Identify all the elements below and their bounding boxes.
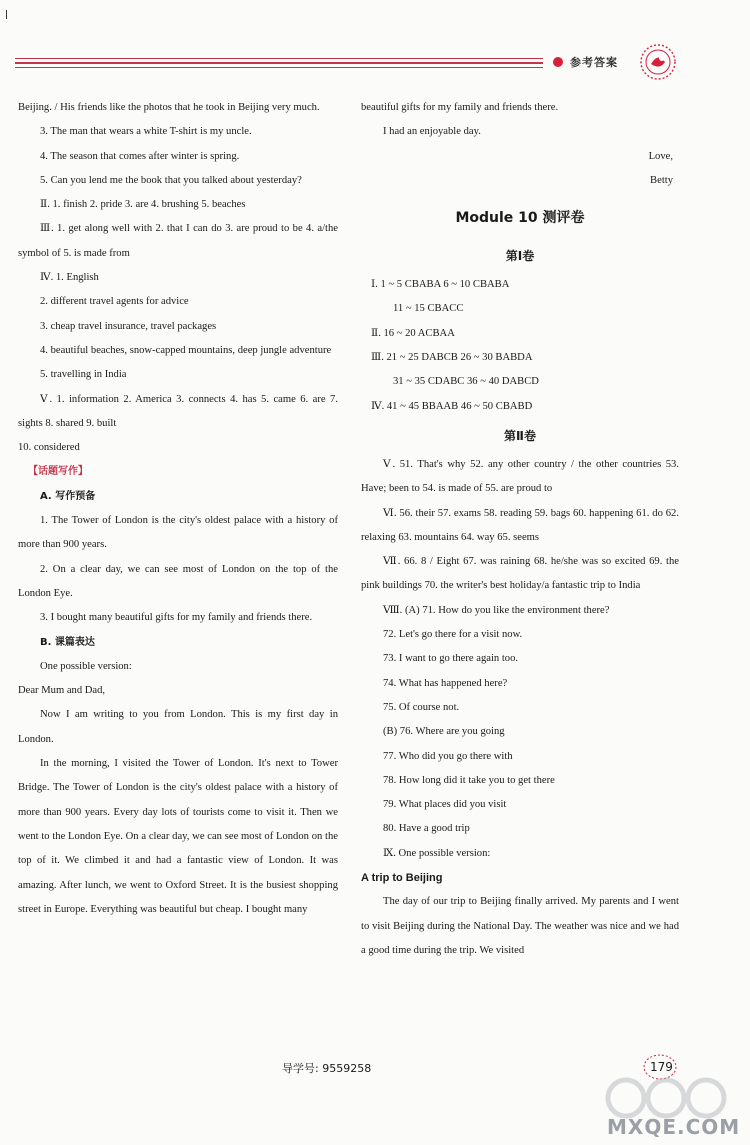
volume-title: 第Ⅰ卷	[505, 249, 535, 264]
answer-line: 3. The man that wears a white T-shirt is my uncle.	[40, 126, 252, 138]
answer-line: 2. different travel agents for advice	[40, 296, 189, 308]
letter-paragraph: In the morning, I visited the Tower of London. It's next to Tower Bridge. The Tower of London is the city's oldest palace with a history of more than 900 years. Every day lots of tourists come to visit it. Then we went to the London Eye. On a clear day, we can see most of London on the top of it. We climbed it and had a fantastic view of London. It was amazing. After lunch, we went to Oxford Street. It is the busiest shopping street in Europe. Everything was beautiful but cheap. I bought many	[18, 758, 338, 915]
header-dot-icon	[553, 57, 563, 67]
answer-line: Ⅴ. 51. That's why 52. any other country / the other countries 53. Have; been to 54. is made of 55. are proud to	[361, 458, 679, 495]
answer-line: 5. travelling in India	[40, 369, 127, 381]
left-column	[18, 96, 338, 922]
answer-line: 74. What has happened here?	[383, 677, 508, 689]
answer-line: 3. I bought many beautiful gifts for my family and friends there.	[40, 612, 313, 624]
right-column	[361, 96, 679, 963]
letter-paragraph: Now I am writing to you from London. This is my first day in London.	[18, 709, 338, 745]
answer-line: Ⅸ. One possible version:	[383, 847, 491, 859]
answer-line: 75. Of course not.	[383, 701, 460, 713]
margin-mark	[6, 10, 7, 19]
answer-line: 10. considered	[18, 442, 80, 454]
subsection-title: A. 写作预备	[40, 490, 96, 502]
page-number: 179	[650, 1060, 673, 1074]
header-rule-bottom	[15, 67, 543, 68]
letter-paragraph: beautiful gifts for my family and friends there.	[361, 102, 559, 113]
answer-line: Ⅲ. 21 ~ 25 DABCB 26 ~ 30 BABDA	[371, 352, 533, 364]
answer-line: Ⅱ. 1. finish 2. pride 3. are 4. brushing 5. beaches	[40, 199, 246, 211]
answer-line: 78. How long did it take you to get there	[383, 774, 555, 786]
circular-flower-logo-icon	[638, 42, 678, 82]
watermark-text: MXQE.COM	[607, 1115, 741, 1139]
answer-line: Ⅷ. (A) 71. How do you like the environment there?	[383, 604, 610, 616]
answer-line: 73. I want to go there again too.	[383, 653, 519, 665]
answer-line: 72. Let's go there for a visit now.	[383, 629, 523, 641]
letter-signature: Betty	[650, 174, 673, 186]
essay-title: A trip to Beijing	[361, 872, 443, 885]
answer-line: Ⅲ. 1. get along well with 2. that I can do 3. are proud to be 4. a/the symbol of 5. is made from	[18, 223, 338, 259]
letter-closing: Love,	[648, 150, 673, 162]
answer-line: 3. cheap travel insurance, travel packages	[40, 320, 217, 332]
answer-line: 4. beautiful beaches, snow-capped mountains, deep jungle adventure	[40, 344, 332, 356]
answer-line: Ⅴ. 1. information 2. America 3. connects 4. has 5. came 6. are 7. sights 8. shared 9. built	[18, 393, 338, 429]
letter-paragraph: I had an enjoyable day.	[383, 126, 481, 138]
answer-line: 4. The season that comes after winter is spring.	[40, 150, 240, 162]
header-rule-thick	[15, 62, 543, 64]
answer-line: 11 ~ 15 CBACC	[393, 303, 464, 315]
answer-line: Ⅱ. 16 ~ 20 ACBAA	[371, 327, 455, 339]
subsection-title: B. 课篇表达	[40, 636, 95, 648]
answer-line: 80. Have a good trip	[383, 823, 470, 835]
header-title: 参考答案	[570, 56, 618, 69]
answer-line: Ⅳ. 1. English	[40, 272, 99, 284]
answer-line: 2. On a clear day, we can see most of London on the top of the London Eye.	[18, 563, 338, 599]
answer-line: Ⅰ. 1 ~ 5 CBABA 6 ~ 10 CBABA	[371, 279, 510, 291]
letter-salutation: Dear Mum and Dad,	[18, 685, 106, 697]
module-title: Module 10 测评卷	[455, 210, 585, 227]
footer-code: 导学号: 9559258	[282, 1062, 372, 1075]
section-title: 【话题写作】	[28, 466, 88, 478]
answer-line: Beijing. / His friends like the photos that he took in Beijing very much.	[18, 102, 320, 113]
answer-line: (B) 76. Where are you going	[383, 726, 505, 738]
answer-line: Ⅶ. 66. 8 / Eight 67. was raining 68. he/she was so excited 69. the pink buildings 70. the writer's best holiday/a fantastic trip to India	[361, 556, 679, 592]
essay-paragraph: The day of our trip to Beijing finally arrived. My parents and I went to visit Beijing during the National Day. The weather was nice and we had a good time during the trip. We visited	[361, 896, 679, 956]
answer-line: 79. What places did you visit	[383, 799, 507, 811]
answer-line: 77. Who did you go there with	[383, 750, 513, 762]
answer-line: 1. The Tower of London is the city's oldest palace with a history of more than 900 years.	[18, 515, 338, 551]
header-rule	[15, 58, 543, 59]
answer-line: Ⅳ. 41 ~ 45 BBAAB 46 ~ 50 CBABD	[371, 400, 533, 412]
answer-line: 31 ~ 35 CDABC 36 ~ 40 DABCD	[393, 376, 539, 388]
answer-line: Ⅵ. 56. their 57. exams 58. reading 59. bags 60. happening 61. do 62. relaxing 63. mountains 64. way 65. seems	[361, 507, 679, 543]
volume-title: 第Ⅱ卷	[504, 428, 536, 443]
answer-line: 5. Can you lend me the book that you talked about yesterday?	[40, 174, 302, 186]
answer-line: One possible version:	[40, 660, 132, 672]
